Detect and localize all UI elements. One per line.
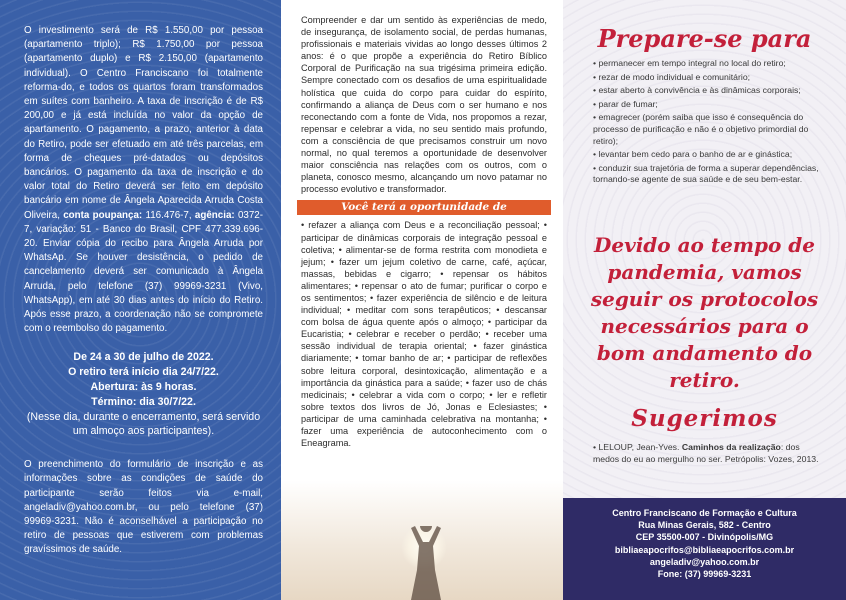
opportunity-list: • refazer a aliança com Deus e a reconciliação pessoal; • participar de dinâmicas corporais de integração pessoal e coletiva; • alimentar-se de forma restrita com monodieta e jejum; • fazer um jejum coletivo de carne, café, açúcar, massas, bebidas e cigarro; • repensar os hábitos alimentares; • repensar o ato de fumar; purificar o corpo e os sentimentos; • fazer experiência de silêncio e de leitura individual; • meditar com sons terapêuticos; • descansar com bolsa de água quente após o almoço; • participar da Eucaristia; • celebrar e receber o perdão; • receber uma sessão individual de terapia oriental; • fazer ginástica diariamente; • tomar banho de ar; • participar de reflexões sobre leitura corporal, desintoxicação, alimentação e a importância da ginástica para a saúde; • fazer uso de chás medicinais; • celebrar a vida com o corpo; • ler e refletir sobre textos dos livros de Jó, Jonas e Eclesiastes; • participar de uma caminhada celebrativa na montanha; • fazer uma experiência de autoconhecimento com o Eneagrama.	[301, 220, 547, 449]
list-item: • levantar bem cedo para o banho de ar e ginástica;	[593, 149, 793, 160]
opportunity-banner: Você terá a oportunidade de	[297, 200, 551, 215]
date-line-1: De 24 a 30 de julho de 2022.	[73, 351, 214, 364]
right-panel	[563, 0, 846, 600]
prepare-list	[593, 58, 825, 188]
conta-value: 116.476-7	[145, 209, 189, 221]
left-panel	[0, 0, 281, 600]
list-item: • emagrecer (porém saiba que isso é consequência do processo de purificação e não é o objetivo primordial do retiro);	[593, 112, 809, 146]
contact-footer	[563, 498, 846, 600]
list-item: • rezar de modo individual e comunitário;	[593, 71, 751, 82]
footer-email-1: bibliaeapocrifos@bibliaeapocrifos.com.br	[614, 544, 795, 555]
date-line-4: Término: dia 30/7/22.	[91, 395, 196, 408]
form-paragraph: O preenchimento do formulário de inscrição e as informações sobre as condições de saúde do participante serão feitos via e-mail, angeladiv@yahoo.com.br, ou pelo telefone (37) 99969-3231. Não é aconselhável a participação no retiro de pessoas que estiverem com problemas gravíssimos de saúde.	[24, 459, 263, 556]
list-item: • estar aberto à convivência e às dinâmicas corporais;	[593, 85, 801, 96]
footer-phone: Fone: (37) 99969-3231	[657, 569, 752, 580]
person-silhouette-icon	[381, 526, 471, 600]
list-item: • parar de fumar;	[593, 98, 658, 109]
date-line-2: O retiro terá início dia 24/7/22.	[68, 366, 219, 379]
conta-label: conta poupança:	[63, 209, 143, 221]
footer-email-2: angeladiv@yahoo.com.br	[649, 556, 760, 567]
middle-panel	[281, 0, 563, 600]
prepare-title: Prepare-se para	[597, 24, 812, 53]
pandemic-notice: Devido ao tempo de pandemia, vamos seguir os protocolos necessários para o bom andamento do retiro.	[590, 233, 819, 392]
list-item: • conduzir sua trajetória de forma a superar dependências, tornando-se agente de sua saúde e de seu bem-estar.	[593, 162, 819, 185]
suggestion-reference: • LELOUP, Jean-Yves. Caminhos da realização: dos medos do eu ao mergulho no ser. Petrópolis: Vozes, 2013.	[593, 442, 819, 464]
footer-cep: CEP 35500-007 - Divinópolis/MG	[635, 532, 774, 543]
investment-paragraph: O investimento será de R$ 1.550,00 por pessoa (apartamento triplo); R$ 1.750,00 por pessoa (apartamento duplo) e R$ 2.150,00 (apartamento individual). O Centro Franciscano foi totalmente reforma-do, e todos os quartos foram transformados em suítes com banheiro. A taxa de inscrição é de R$ 200,00 e já está incluída no valor da opção de apartamento. O pagamento, a prazo, anterior à data do Retiro, pode ser efetuado em até três parcelas, em forma de cheques pré-datados ou depósitos bancários. O pagamento da taxa de inscrição e do valor total do Retiro deverá ser feito em depósito bancário em nome de Ângela Aparecida Arruda Costa Oliveira, conta poupança: 116.476-7, agência: 0372-7, variação: 51 - Banco do Brasil, CPF 477.339.696-20. Enviar cópia do recibo para Ângela Arruda por WhatsAp. Se houver desistência, o pedido de cancelamento deverá ser comunicado à Ângela Arruda, pelo telefone (37) 99969-3231 (Vivo, WhatsApp), em até 30 dias antes do início do Retiro. Após esse prazo, a coordenação não se compromete com o reembolso do pagamento.	[24, 25, 264, 335]
intro-paragraph: Compreender e dar um sentido às experiências de medo, de insegurança, de isolamento social, de perdas humanas, profissionais e materiais vividas ao longo desses últimos 2 anos: é o que propõe a experiência do Retiro Bíblico Corporal de Purificação na sua trigésima primeira edição. Sempre conectado com os desafios de uma espiritualidade holística que cuida do corpo para cuidar do espírito, confirmando a aliança de Deus com o ser humano e nos reconectando com a fonte de Vida, nos propomos a rezar, repensar e celebrar a vida, no seu sentido mais profundo, com a consciência de que precisamos construir um novo normal, no qual teremos a oportunidade de desenvolver maior consciência nas relações com os outros, com o planeta, conosco mesmo, alcançando um novo patamar no processo evolutivo e transformador.	[301, 15, 547, 195]
date-line-3: Abertura: às 9 horas.	[90, 381, 197, 394]
agencia-rest: 0372-7, variação: 51 - Banco do Brasil, CPF 477.339.696-20. Enviar cópia do recibo para Ângela Arruda por WhatsAp. Se houver desistência, o pedido de cancelamento deverá ser comunicado à Ângela Arruda, pelo telefone (37) 99969-3231 (Vivo, WhatsApp), em até 30 dias antes do início do Retiro. Após esse prazo, a coordenação não se compromete com o reembolso do pagamento.	[24, 209, 264, 335]
list-item: • permanecer em tempo integral no local do retiro;	[593, 58, 786, 68]
footer-org: Centro Franciscano de Formação e Cultura	[612, 508, 797, 518]
footer-address: Rua Minas Gerais, 582 - Centro	[638, 520, 771, 531]
agencia-label: agência:	[194, 209, 235, 221]
sunset-image	[281, 480, 563, 600]
dates-block	[24, 350, 263, 439]
date-line-5: (Nesse dia, durante o encerramento, será servido um almoço aos participantes).	[26, 410, 261, 438]
suggestions-title: Sugerimos	[631, 405, 778, 432]
book-title: Caminhos da realização	[681, 442, 781, 452]
